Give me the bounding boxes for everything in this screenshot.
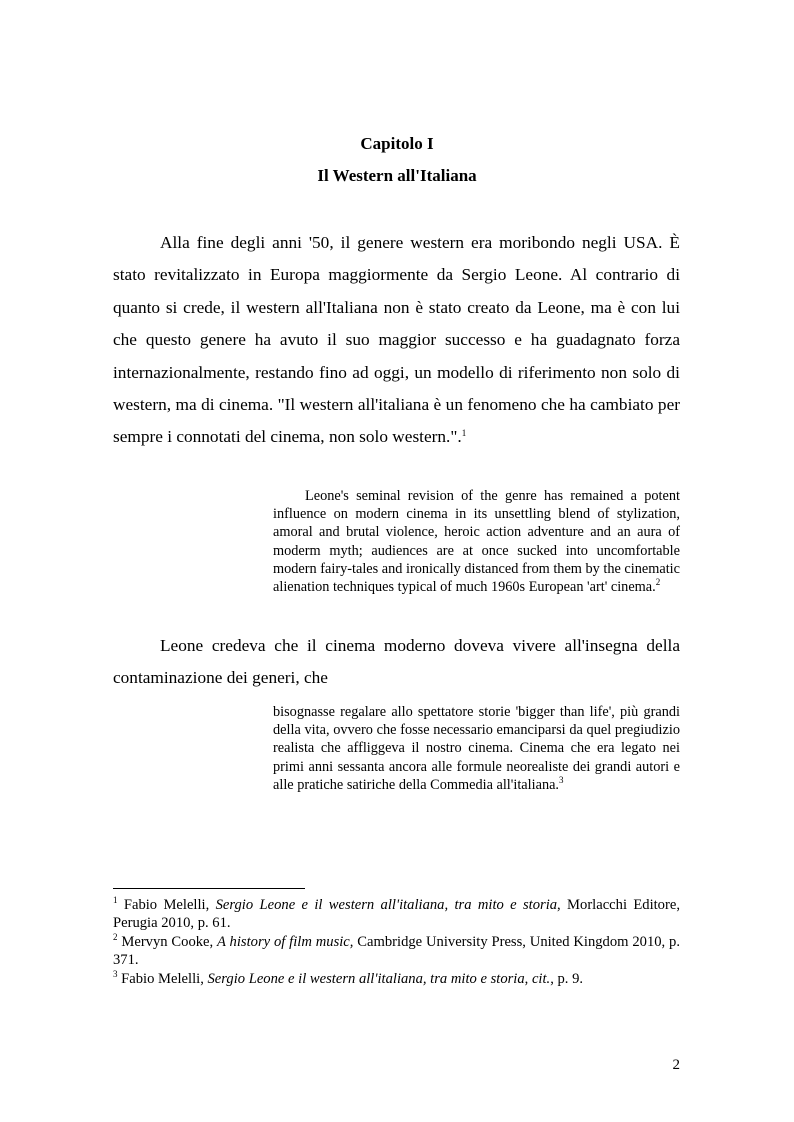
paragraph-1-text: Alla fine degli anni '50, il genere western era moribondo negli USA. È stato revitalizzato in Europa maggiormente da Sergio Leone. Al contrario di quanto si crede, il western all'Italiana non è stato creato da Leone, ma è con lui che questo genere ha avuto il suo maggior successo e ha guadagnato forza internazionalmente, restando fino ad oggi, un modello di riferimento non solo di western, ma di cinema. "Il western all'italiana è un fenomeno che ha cambiato per sempre i connotati del cinema, non solo western.". xyxy=(113,233,680,447)
footnote-ref-3[interactable]: 3 xyxy=(559,774,564,785)
footnote-details-end: , p. 9. xyxy=(550,970,584,987)
footnote-work: Sergio Leone e il western all'italiana, tra mito e storia xyxy=(207,970,525,987)
footnote-work: A history of film music, xyxy=(217,933,354,950)
footnote-3 xyxy=(113,970,680,988)
footnote-details: , Morlacchi Editore, Perugia 2010, p. 61. xyxy=(113,897,680,932)
footnotes xyxy=(113,896,680,988)
footnote-2 xyxy=(113,933,680,970)
block-quote-1 xyxy=(273,487,680,596)
block-quote-1-text: Leone's seminal revision of the genre has remained a potent influence on modern cinema in its unsettling blend of stylization, amoral and brutal violence, heroic action adventure and an aura of moderm myth; audiences are at once sucked into uncomfortable modern fairy-tales and ironically distanced from them by the cinematic alienation techniques typical of much 1960s European 'art' cinema. xyxy=(273,488,680,596)
page-number: 2 xyxy=(672,1057,680,1073)
footnote-1 xyxy=(113,896,680,933)
footnote-work: Sergio Leone e il western all'italiana, tra mito e storia xyxy=(215,897,558,913)
chapter-label: Capitolo I xyxy=(360,134,434,153)
footnote-ref-1[interactable]: 1 xyxy=(461,428,467,439)
chapter-title: Il Western all'Italiana xyxy=(317,166,477,185)
block-quote-2-text: bisognasse regalare allo spettatore storie 'bigger than life', più grandi della vita, ovvero che fosse necessario emanciparsi da quel pregiudizio realista che affliggeva il nostro cinema. Cinema che era legato nei primi anni sessanta ancora alle formule neorealiste dei grandi autori e alle pratiche satiriche della Commedia all'italiana. xyxy=(273,704,680,793)
footnote-number: 1 xyxy=(113,895,118,905)
paragraph-2-text: Leone credeva che il cinema moderno doveva vivere all'insegna della contaminazione dei generi, che xyxy=(113,636,680,688)
footnote-ref-2[interactable]: 2 xyxy=(655,577,661,588)
footnote-details: Cambridge University Press, United Kingdom 2010, p. 371. xyxy=(113,933,681,969)
footnote-number: 2 xyxy=(113,931,118,942)
footnote-details: , xyxy=(524,970,532,987)
footnote-author: Mervyn Cooke, xyxy=(117,933,218,950)
footnote-cit: cit. xyxy=(531,970,551,987)
block-quote-2 xyxy=(273,703,680,794)
footnote-author: Fabio Melelli, xyxy=(117,970,208,987)
footnote-number: 3 xyxy=(113,968,118,979)
footnote-separator xyxy=(113,888,305,889)
paragraph-1 xyxy=(113,227,680,454)
paragraph-2 xyxy=(113,630,680,695)
footnote-author: Fabio Melelli, xyxy=(117,897,216,913)
